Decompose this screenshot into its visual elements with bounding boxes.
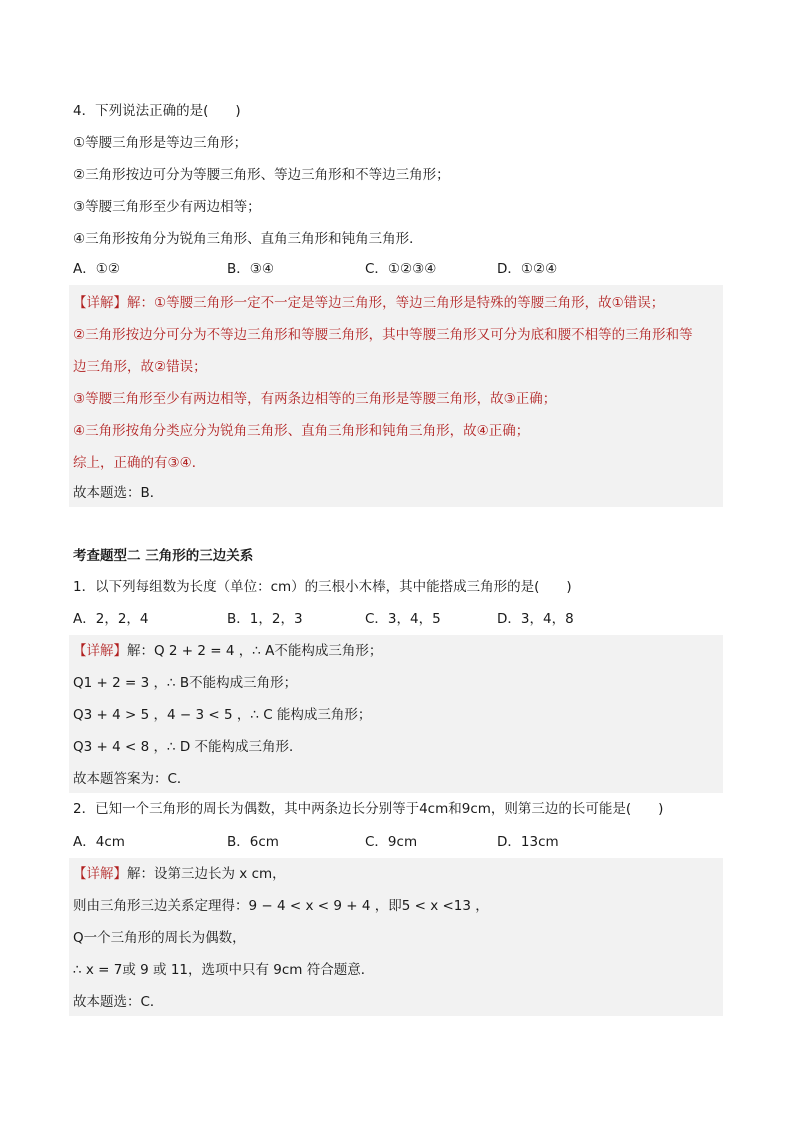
s2-q1-analysis-line-1 <box>73 641 721 661</box>
s2-q1-analysis-line-3: Q3 + 4 > 5 ，4 − 3 < 5 ，∴ C 能构成三角形； <box>73 707 372 723</box>
s2-q1-conclusion: 故本题答案为：C． <box>73 771 191 787</box>
q4-analysis-line-4: ③等腰三角形至少有两边相等，有两条边相等的三角形是等腰三角形，故③正确； <box>73 391 557 407</box>
s2-q2-analysis-box <box>69 858 723 1016</box>
q4-analysis-line-2: ②三角形按边分可分为不等边三角形和等腰三角形，其中等腰三角形又可分为底和腰不相等的三角形和等 <box>73 327 693 343</box>
s2-q2-analysis-text-1: 解：设第三边长为 x cm， <box>127 866 286 882</box>
s2-q1-analysis-line-2: Q1 + 2 = 3 ，∴ B不能构成三角形； <box>73 675 298 691</box>
q4-analysis-text-1: 解：①等腰三角形一定不一定是等边三角形，等边三角形是特殊的等腰三角形，故①错误； <box>127 295 665 311</box>
s2-q2-analysis-line-2: 则由三角形三边关系定理得：9 − 4 < x < 9 + 4 ，即5 < x <13 ， <box>73 898 489 914</box>
s2-q2-option-b: B．6cm <box>227 834 279 850</box>
s2-q1-option-c: C．3，4，5 <box>365 611 441 627</box>
s2-q2-analysis-tag: 【详解】 <box>73 866 127 882</box>
q4-stem: 4．下列说法正确的是( ) <box>73 103 241 119</box>
s2-q1-option-b: B．1，2，3 <box>227 611 303 627</box>
q4-analysis-line-6: 综上，正确的有③④． <box>73 455 206 471</box>
q4-analysis-line-3: 边三角形，故②错误； <box>73 359 207 375</box>
s2-q1-analysis-text-1: 解：Q 2 + 2 = 4 ，∴ A不能构成三角形； <box>127 643 383 659</box>
q4-analysis-tag: 【详解】 <box>73 295 127 311</box>
s2-q1-option-a: A．2，2，4 <box>73 611 149 627</box>
s2-q1-options <box>73 609 723 629</box>
section2-heading: 考查题型二 三角形的三边关系 <box>73 548 254 564</box>
s2-q1-analysis-tag: 【详解】 <box>73 643 127 659</box>
q4-statement-3: ③等腰三角形至少有两边相等； <box>73 199 261 215</box>
q4-statement-4: ④三角形按角分为锐角三角形、直角三角形和钝角三角形． <box>73 231 423 247</box>
s2-q1-stem: 1．以下列每组数为长度（单位：cm）的三根小木棒，其中能搭成三角形的是( ) <box>73 579 572 595</box>
q4-option-a: A．①② <box>73 261 120 277</box>
q4-statement-2: ②三角形按边可分为等腰三角形、等边三角形和不等边三角形； <box>73 167 450 183</box>
q4-option-c: C．①②③④ <box>365 261 437 277</box>
q4-conclusion: 故本题选：B． <box>73 485 164 501</box>
s2-q1-analysis-line-4: Q3 + 4 < 8 ，∴ D 不能构成三角形． <box>73 739 303 755</box>
s2-q2-analysis-line-3: Q一个三角形的周长为偶数， <box>73 930 246 946</box>
s2-q2-option-c: C．9cm <box>365 834 418 850</box>
q4-option-b: B．③④ <box>227 261 274 277</box>
s2-q2-options <box>73 832 723 852</box>
s2-q2-analysis-line-4: ∴ x = 7或 9 或 11，选项中只有 9cm 符合题意． <box>73 962 375 978</box>
s2-q2-option-d: D．13cm <box>497 834 559 850</box>
q4-options <box>73 259 723 279</box>
s2-q1-analysis-box <box>69 635 723 793</box>
s2-q2-analysis-line-1 <box>73 864 721 884</box>
q4-option-d: D．①②④ <box>497 261 558 277</box>
s2-q2-option-a: A．4cm <box>73 834 125 850</box>
q4-analysis-line-5: ④三角形按角分类应分为锐角三角形、直角三角形和钝角三角形，故④正确； <box>73 423 530 439</box>
q4-analysis-line-1 <box>73 293 721 313</box>
q4-statement-1: ①等腰三角形是等边三角形； <box>73 135 248 151</box>
s2-q1-option-d: D．3，4，8 <box>497 611 574 627</box>
q4-analysis-box <box>69 285 723 507</box>
s2-q2-stem: 2．已知一个三角形的周长为偶数，其中两条边长分别等于4cm和9cm，则第三边的长可能是( ) <box>73 801 664 817</box>
s2-q2-conclusion: 故本题选：C． <box>73 994 164 1010</box>
